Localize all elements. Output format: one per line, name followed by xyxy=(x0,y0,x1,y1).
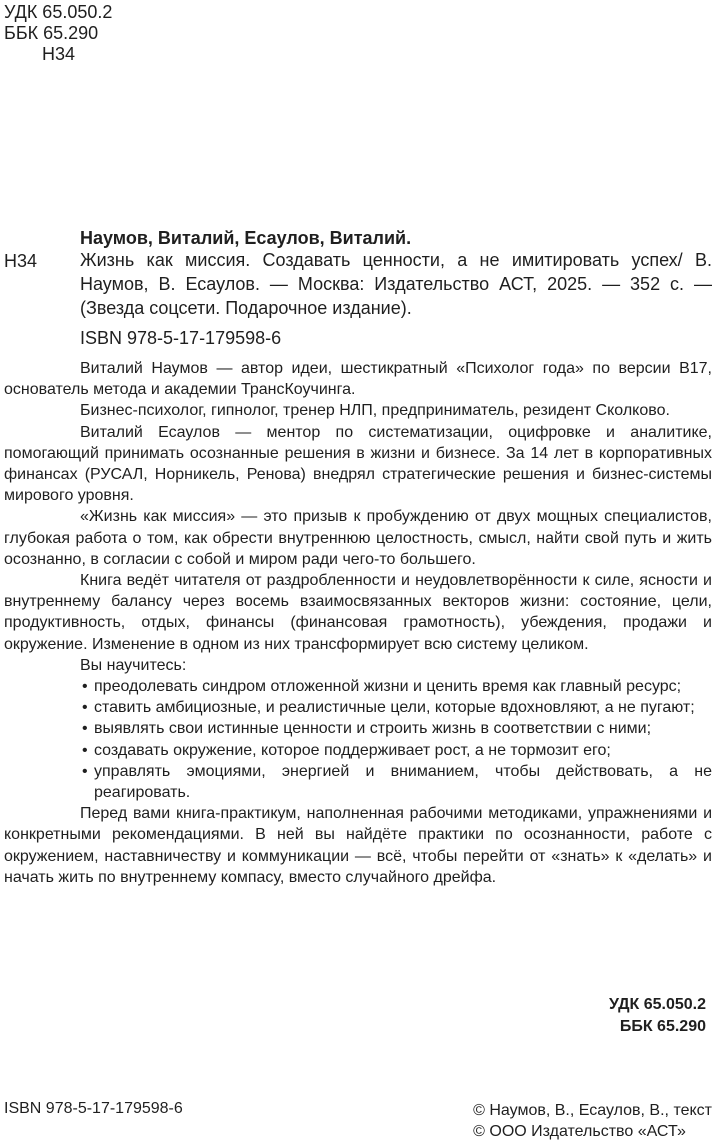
skills-list xyxy=(4,676,712,803)
list-item: • ставить амбициозные, и реалистичные цели, которые вдохновляют, а не пугают; xyxy=(4,697,712,718)
udk-code: УДК 65.050.2 xyxy=(608,996,706,1013)
isbn-main: ISBN 978-5-17-179598-6 xyxy=(80,328,282,348)
annotation-paragraph: Вы научитесь: xyxy=(80,656,187,674)
list-item: • выявлять свои истинные ценности и строить жизнь в соответствии с ними; xyxy=(4,718,712,739)
classification-codes-header xyxy=(4,2,112,65)
annotation xyxy=(4,358,712,888)
classification-codes-footer xyxy=(609,994,706,1038)
list-item: • создавать окружение, которое поддерживает рост, а не тормозит его; xyxy=(4,740,712,761)
list-item: • преодолевать синдром отложенной жизни и ценить время как главный ресурс; xyxy=(4,676,712,697)
list-item: • управлять эмоциями, энергией и вниманием, чтобы действовать, а не реагировать. xyxy=(4,761,712,803)
annotation-paragraph: Перед вами книга-практикум, наполненная рабочими методиками, упражнениями и конкретными рекомендациями. В ней вы найдёте практики по осознанности, работе с окружением, наставничеству и коммуникации — всё, чтобы перейти от «знать» к «делать» и начать жить по внутреннему компасу, вместо случайного дрейфа. xyxy=(4,805,712,886)
bbk-code: ББК 65.290 xyxy=(619,1018,706,1035)
bbk-code: ББК 65.290 xyxy=(4,23,99,43)
authors-heading: Наумов, Виталий, Есаулов, Виталий. xyxy=(80,228,412,248)
bibliographic-description xyxy=(80,248,712,320)
author-mark-margin: Н34 xyxy=(4,251,38,271)
author-mark: Н34 xyxy=(42,44,76,64)
isbn-footer: ISBN 978-5-17-179598-6 xyxy=(4,1100,183,1117)
copyright-block xyxy=(473,1100,712,1142)
annotation-paragraph: Бизнес-психолог, гипнолог, тренер НЛП, предприниматель, резидент Сколково. xyxy=(80,402,670,420)
copyright-publisher: © ООО Издательство «АСТ» xyxy=(473,1123,686,1140)
udk-code: УДК 65.050.2 xyxy=(4,2,113,22)
annotation-paragraph: Книга ведёт читателя от раздробленности и неудовлетворённости к силе, ясности и внутреннему балансу через восемь взаимосвязанных векторов жизни: состояние, цели, продуктивность, отдых, финансы (финансовая грамотность), убеждения, продажи и окружение. Изменение в одном из них трансформирует всю систему целиком. xyxy=(4,572,712,653)
annotation-paragraph: «Жизнь как миссия» — это призыв к пробуждению от двух мощных специалистов, глубокая работа о том, как обрести внутреннюю целостность, смысл, найти свой путь и жить осознанно, в согласии с собой и миром ради чего-то большего. xyxy=(4,508,712,568)
title-line: Жизнь как миссия. Создавать ценности, а не имитировать успех/ В. Наумов, В. Есаулов. — Москва: Издательство АСТ, 2025. — 352 с. — (Звезда соцсети. Подарочное издание). xyxy=(80,250,712,318)
copyright-authors: © Наумов, В., Есаулов, В., текст xyxy=(473,1102,712,1119)
annotation-paragraph: Виталий Наумов — автор идеи, шестикратный «Психолог года» по версии B17, основатель метода и академии ТрансКоучинга. xyxy=(4,360,712,399)
annotation-paragraph: Виталий Есаулов — ментор по систематизации, оцифровке и аналитике, помогающий принимать осознанные решения в жизни и бизнесе. За 14 лет в корпоративных финансах (РУСАЛ, Норникель, Ренова) внедрял стратегические решения и бизнес-системы мирового уровня. xyxy=(4,423,712,505)
